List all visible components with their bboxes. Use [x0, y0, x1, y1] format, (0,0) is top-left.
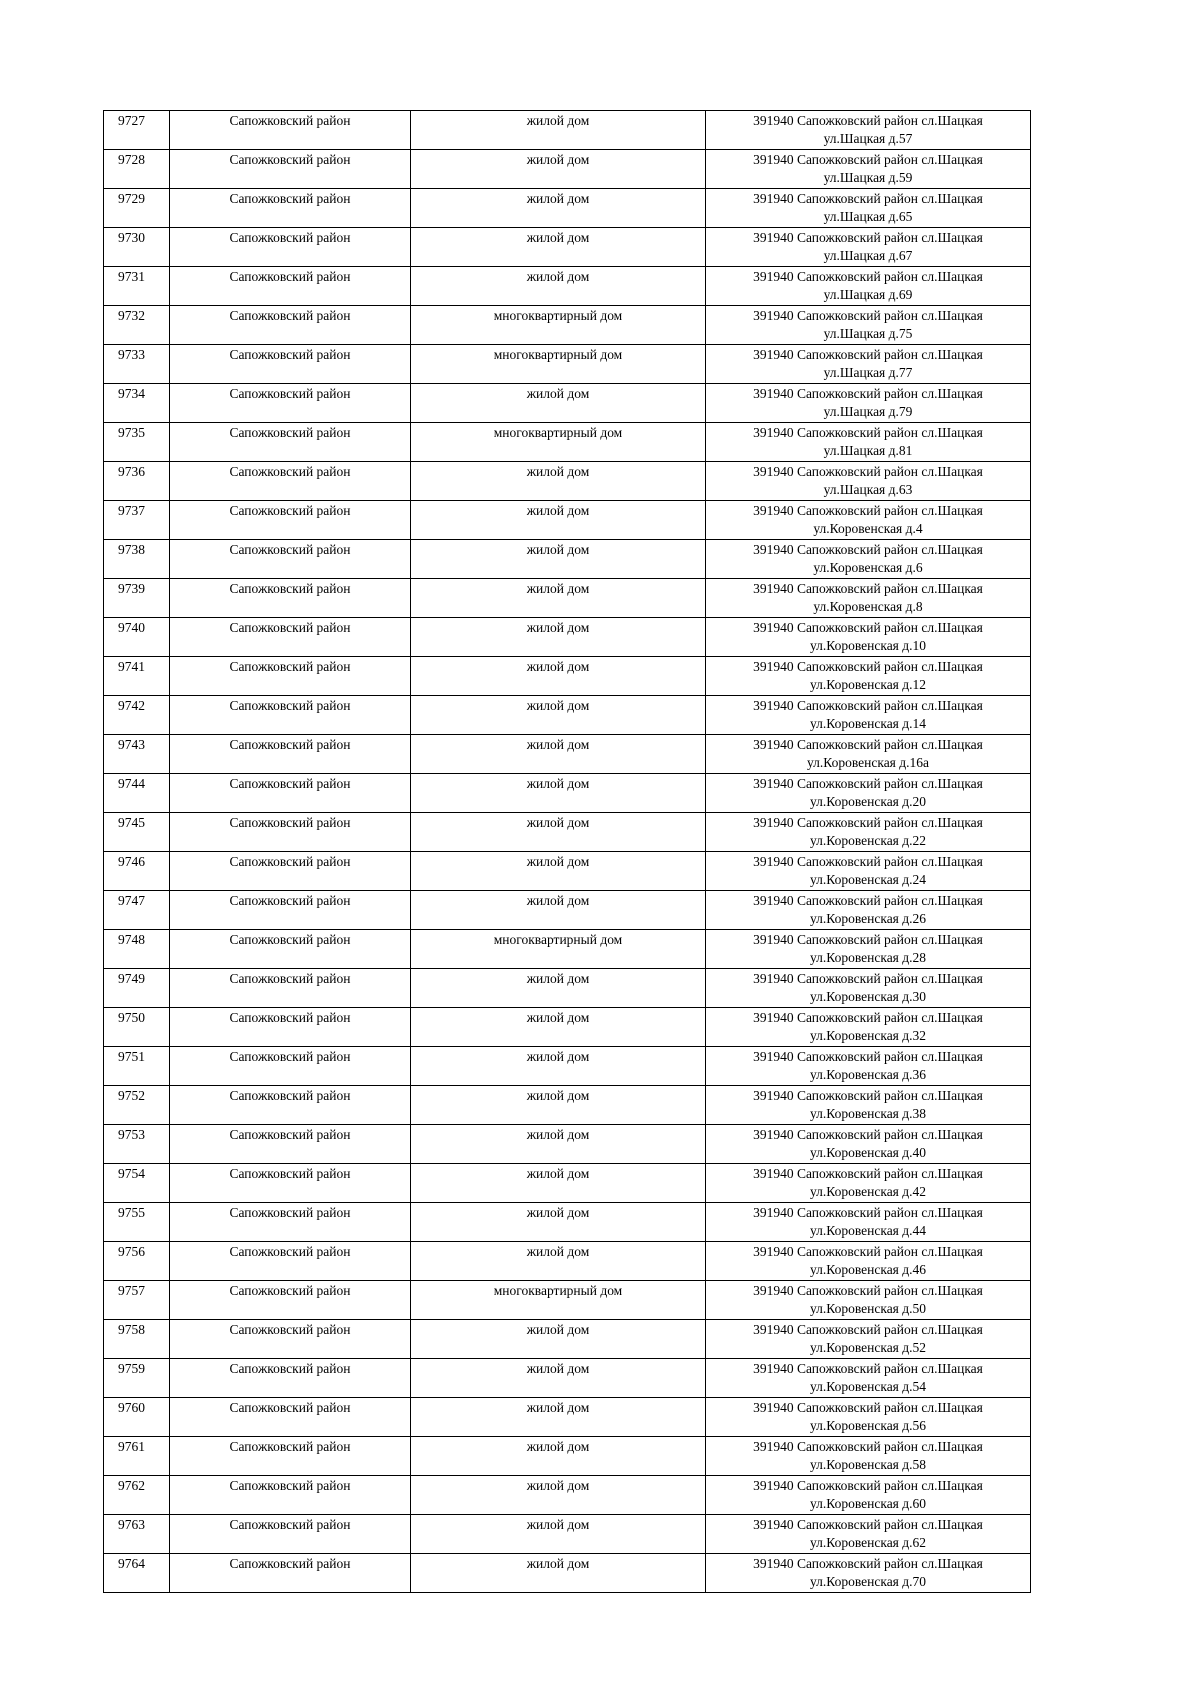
district-cell: Сапожковский район: [170, 735, 411, 774]
address-line-2: ул.Коровенская д.32: [809, 1028, 927, 1043]
address-cell: [706, 1554, 1031, 1593]
district-cell: Сапожковский район: [170, 1125, 411, 1164]
district-cell: Сапожковский район: [170, 150, 411, 189]
address-cell: [706, 111, 1031, 150]
address-cell: [706, 1047, 1031, 1086]
address-line-2: ул.Коровенская д.30: [809, 989, 927, 1004]
building-type-cell: жилой дом: [411, 1476, 706, 1515]
building-type-cell: жилой дом: [411, 462, 706, 501]
row-number-cell: 9764: [104, 1554, 170, 1593]
address-line-2: ул.Коровенская д.56: [809, 1418, 927, 1433]
row-number-cell: 9744: [104, 774, 170, 813]
row-number-cell: 9761: [104, 1437, 170, 1476]
building-type-cell: жилой дом: [411, 1086, 706, 1125]
table-row: [104, 306, 1031, 345]
address-line-1: 391940 Сапожковский район сл.Шацкая: [753, 1010, 983, 1025]
building-type-cell: жилой дом: [411, 501, 706, 540]
row-number-cell: 9741: [104, 657, 170, 696]
table-row: [104, 774, 1031, 813]
table-row: [104, 1320, 1031, 1359]
building-type-cell: жилой дом: [411, 618, 706, 657]
address-line-1: 391940 Сапожковский район сл.Шацкая: [753, 425, 983, 440]
address-line-1: 391940 Сапожковский район сл.Шацкая: [753, 1322, 983, 1337]
address-line-1: 391940 Сапожковский район сл.Шацкая: [753, 1361, 983, 1376]
address-line-1: 391940 Сапожковский район сл.Шацкая: [753, 386, 983, 401]
building-type-cell: жилой дом: [411, 1164, 706, 1203]
row-number-cell: 9750: [104, 1008, 170, 1047]
address-cell: [706, 306, 1031, 345]
address-line-1: 391940 Сапожковский район сл.Шацкая: [753, 581, 983, 596]
row-number-cell: 9746: [104, 852, 170, 891]
district-cell: Сапожковский район: [170, 267, 411, 306]
building-type-cell: жилой дом: [411, 1008, 706, 1047]
address-line-1: 391940 Сапожковский район сл.Шацкая: [753, 1049, 983, 1064]
building-type-cell: жилой дом: [411, 1047, 706, 1086]
row-number-cell: 9747: [104, 891, 170, 930]
table-row: [104, 1125, 1031, 1164]
table-row: [104, 1203, 1031, 1242]
address-line-2: ул.Шацкая д.77: [823, 365, 913, 380]
building-type-cell: жилой дом: [411, 1125, 706, 1164]
address-line-2: ул.Шацкая д.59: [823, 170, 913, 185]
table-row: [104, 540, 1031, 579]
address-line-2: ул.Коровенская д.62: [809, 1535, 927, 1550]
address-line-2: ул.Коровенская д.24: [809, 872, 927, 887]
row-number-cell: 9738: [104, 540, 170, 579]
address-line-1: 391940 Сапожковский район сл.Шацкая: [753, 1400, 983, 1415]
table-row: [104, 618, 1031, 657]
district-cell: Сапожковский район: [170, 1476, 411, 1515]
district-cell: Сапожковский район: [170, 1437, 411, 1476]
address-line-2: ул.Шацкая д.57: [823, 131, 913, 146]
address-line-1: 391940 Сапожковский район сл.Шацкая: [753, 347, 983, 362]
address-line-2: ул.Коровенская д.40: [809, 1145, 927, 1160]
row-number-cell: 9758: [104, 1320, 170, 1359]
row-number-cell: 9753: [104, 1125, 170, 1164]
district-cell: Сапожковский район: [170, 345, 411, 384]
address-cell: [706, 267, 1031, 306]
address-line-2: ул.Шацкая д.75: [823, 326, 913, 341]
address-line-2: ул.Шацкая д.67: [823, 248, 913, 263]
address-line-2: ул.Коровенская д.22: [809, 833, 927, 848]
address-line-2: ул.Коровенская д.20: [809, 794, 927, 809]
district-cell: Сапожковский район: [170, 1047, 411, 1086]
district-cell: Сапожковский район: [170, 1164, 411, 1203]
row-number-cell: 9751: [104, 1047, 170, 1086]
table-row: [104, 1008, 1031, 1047]
district-cell: Сапожковский район: [170, 501, 411, 540]
row-number-cell: 9729: [104, 189, 170, 228]
building-type-cell: жилой дом: [411, 384, 706, 423]
building-type-cell: многоквартирный дом: [411, 306, 706, 345]
address-line-1: 391940 Сапожковский район сл.Шацкая: [753, 152, 983, 167]
address-cell: [706, 345, 1031, 384]
address-line-1: 391940 Сапожковский район сл.Шацкая: [753, 230, 983, 245]
table-row: [104, 1398, 1031, 1437]
address-line-2: ул.Коровенская д.14: [809, 716, 927, 731]
row-number-cell: 9736: [104, 462, 170, 501]
address-line-2: ул.Шацкая д.63: [823, 482, 913, 497]
table-row: [104, 462, 1031, 501]
table-row: [104, 696, 1031, 735]
table-row: [104, 1281, 1031, 1320]
table-row: [104, 930, 1031, 969]
district-cell: Сапожковский район: [170, 384, 411, 423]
row-number-cell: 9754: [104, 1164, 170, 1203]
building-type-cell: жилой дом: [411, 150, 706, 189]
building-type-cell: жилой дом: [411, 1359, 706, 1398]
address-cell: [706, 150, 1031, 189]
building-type-cell: жилой дом: [411, 891, 706, 930]
district-cell: Сапожковский район: [170, 1281, 411, 1320]
address-cell: [706, 1008, 1031, 1047]
address-cell: [706, 618, 1031, 657]
table-row: [104, 1437, 1031, 1476]
address-line-1: 391940 Сапожковский район сл.Шацкая: [753, 1205, 983, 1220]
row-number-cell: 9734: [104, 384, 170, 423]
address-line-1: 391940 Сапожковский район сл.Шацкая: [753, 464, 983, 479]
table-row: [104, 111, 1031, 150]
table-row: [104, 384, 1031, 423]
building-type-cell: жилой дом: [411, 813, 706, 852]
address-line-2: ул.Коровенская д.46: [809, 1262, 927, 1277]
address-line-1: 391940 Сапожковский район сл.Шацкая: [753, 308, 983, 323]
address-line-1: 391940 Сапожковский район сл.Шацкая: [753, 1283, 983, 1298]
address-cell: [706, 1320, 1031, 1359]
address-cell: [706, 1281, 1031, 1320]
row-number-cell: 9748: [104, 930, 170, 969]
address-line-1: 391940 Сапожковский район сл.Шацкая: [753, 893, 983, 908]
row-number-cell: 9756: [104, 1242, 170, 1281]
address-cell: [706, 930, 1031, 969]
address-line-2: ул.Коровенская д.54: [809, 1379, 927, 1394]
district-cell: Сапожковский район: [170, 969, 411, 1008]
address-line-1: 391940 Сапожковский район сл.Шацкая: [753, 698, 983, 713]
building-type-cell: жилой дом: [411, 267, 706, 306]
row-number-cell: 9763: [104, 1515, 170, 1554]
address-cell: [706, 813, 1031, 852]
row-number-cell: 9749: [104, 969, 170, 1008]
address-line-1: 391940 Сапожковский район сл.Шацкая: [753, 113, 983, 128]
row-number-cell: 9743: [104, 735, 170, 774]
table-row: [104, 228, 1031, 267]
district-cell: Сапожковский район: [170, 1554, 411, 1593]
building-type-cell: жилой дом: [411, 1320, 706, 1359]
address-line-2: ул.Шацкая д.79: [823, 404, 913, 419]
district-cell: Сапожковский район: [170, 813, 411, 852]
address-cell: [706, 462, 1031, 501]
district-cell: Сапожковский район: [170, 1398, 411, 1437]
table-row: [104, 1554, 1031, 1593]
address-line-2: ул.Коровенская д.16а: [806, 755, 930, 770]
address-cell: [706, 579, 1031, 618]
building-type-cell: многоквартирный дом: [411, 1281, 706, 1320]
address-cell: [706, 774, 1031, 813]
address-line-2: ул.Коровенская д.52: [809, 1340, 927, 1355]
district-cell: Сапожковский район: [170, 1203, 411, 1242]
row-number-cell: 9757: [104, 1281, 170, 1320]
address-line-2: ул.Шацкая д.65: [823, 209, 913, 224]
district-cell: Сапожковский район: [170, 189, 411, 228]
address-line-2: ул.Шацкая д.69: [823, 287, 913, 302]
district-cell: Сапожковский район: [170, 579, 411, 618]
table-row: [104, 189, 1031, 228]
district-cell: Сапожковский район: [170, 228, 411, 267]
building-type-cell: жилой дом: [411, 969, 706, 1008]
address-line-1: 391940 Сапожковский район сл.Шацкая: [753, 1439, 983, 1454]
table-row: [104, 657, 1031, 696]
address-line-2: ул.Коровенская д.58: [809, 1457, 927, 1472]
district-cell: Сапожковский район: [170, 618, 411, 657]
address-line-2: ул.Коровенская д.44: [809, 1223, 927, 1238]
address-cell: [706, 891, 1031, 930]
building-type-cell: жилой дом: [411, 189, 706, 228]
district-cell: Сапожковский район: [170, 540, 411, 579]
row-number-cell: 9762: [104, 1476, 170, 1515]
address-cell: [706, 189, 1031, 228]
row-number-cell: 9755: [104, 1203, 170, 1242]
address-cell: [706, 540, 1031, 579]
address-line-1: 391940 Сапожковский район сл.Шацкая: [753, 776, 983, 791]
building-type-cell: жилой дом: [411, 1398, 706, 1437]
address-cell: [706, 384, 1031, 423]
table-row: [104, 1164, 1031, 1203]
address-line-1: 391940 Сапожковский район сл.Шацкая: [753, 932, 983, 947]
row-number-cell: 9759: [104, 1359, 170, 1398]
row-number-cell: 9733: [104, 345, 170, 384]
address-line-1: 391940 Сапожковский район сл.Шацкая: [753, 737, 983, 752]
address-cell: [706, 969, 1031, 1008]
row-number-cell: 9745: [104, 813, 170, 852]
building-type-cell: многоквартирный дом: [411, 345, 706, 384]
address-line-2: ул.Коровенская д.28: [809, 950, 927, 965]
building-type-cell: жилой дом: [411, 228, 706, 267]
table-row: [104, 891, 1031, 930]
address-cell: [706, 1359, 1031, 1398]
row-number-cell: 9731: [104, 267, 170, 306]
building-type-cell: жилой дом: [411, 1203, 706, 1242]
address-line-1: 391940 Сапожковский район сл.Шацкая: [753, 1556, 983, 1571]
address-line-2: ул.Коровенская д.12: [809, 677, 927, 692]
row-number-cell: 9742: [104, 696, 170, 735]
row-number-cell: 9727: [104, 111, 170, 150]
row-number-cell: 9728: [104, 150, 170, 189]
address-cell: [706, 852, 1031, 891]
address-line-2: ул.Коровенская д.8: [813, 599, 923, 614]
address-line-1: 391940 Сапожковский район сл.Шацкая: [753, 1478, 983, 1493]
address-line-1: 391940 Сапожковский район сл.Шацкая: [753, 815, 983, 830]
address-line-1: 391940 Сапожковский район сл.Шацкая: [753, 1517, 983, 1532]
district-cell: Сапожковский район: [170, 696, 411, 735]
address-line-2: ул.Коровенская д.10: [809, 638, 927, 653]
address-cell: [706, 1164, 1031, 1203]
table-row: [104, 501, 1031, 540]
address-line-2: ул.Коровенская д.60: [809, 1496, 927, 1511]
address-cell: [706, 1086, 1031, 1125]
table-row: [104, 735, 1031, 774]
address-line-2: ул.Коровенская д.26: [809, 911, 927, 926]
table-row: [104, 852, 1031, 891]
table-row: [104, 1047, 1031, 1086]
table-row: [104, 969, 1031, 1008]
district-cell: Сапожковский район: [170, 1242, 411, 1281]
row-number-cell: 9740: [104, 618, 170, 657]
address-cell: [706, 735, 1031, 774]
building-type-cell: жилой дом: [411, 540, 706, 579]
address-line-2: ул.Коровенская д.38: [809, 1106, 927, 1121]
district-cell: Сапожковский район: [170, 1008, 411, 1047]
building-type-cell: жилой дом: [411, 696, 706, 735]
building-type-cell: жилой дом: [411, 774, 706, 813]
building-type-cell: жилой дом: [411, 852, 706, 891]
district-cell: Сапожковский район: [170, 306, 411, 345]
row-number-cell: 9735: [104, 423, 170, 462]
building-type-cell: жилой дом: [411, 657, 706, 696]
housing-registry-table: [103, 110, 1031, 1593]
address-line-1: 391940 Сапожковский район сл.Шацкая: [753, 1127, 983, 1142]
district-cell: Сапожковский район: [170, 111, 411, 150]
address-line-1: 391940 Сапожковский район сл.Шацкая: [753, 620, 983, 635]
row-number-cell: 9730: [104, 228, 170, 267]
address-cell: [706, 1437, 1031, 1476]
building-type-cell: многоквартирный дом: [411, 423, 706, 462]
district-cell: Сапожковский район: [170, 423, 411, 462]
address-cell: [706, 1398, 1031, 1437]
address-cell: [706, 1242, 1031, 1281]
address-cell: [706, 696, 1031, 735]
address-line-1: 391940 Сапожковский район сл.Шацкая: [753, 269, 983, 284]
district-cell: Сапожковский район: [170, 852, 411, 891]
address-cell: [706, 423, 1031, 462]
building-type-cell: жилой дом: [411, 1242, 706, 1281]
table-row: [104, 150, 1031, 189]
district-cell: Сапожковский район: [170, 891, 411, 930]
address-cell: [706, 657, 1031, 696]
registry-table-body: [104, 111, 1031, 1593]
building-type-cell: жилой дом: [411, 735, 706, 774]
address-line-1: 391940 Сапожковский район сл.Шацкая: [753, 191, 983, 206]
address-line-2: ул.Коровенская д.36: [809, 1067, 927, 1082]
address-line-2: ул.Коровенская д.50: [809, 1301, 927, 1316]
district-cell: Сапожковский район: [170, 462, 411, 501]
address-line-2: ул.Коровенская д.4: [813, 521, 923, 536]
district-cell: Сапожковский район: [170, 1515, 411, 1554]
table-row: [104, 345, 1031, 384]
district-cell: Сапожковский район: [170, 1359, 411, 1398]
table-row: [104, 1359, 1031, 1398]
address-cell: [706, 1125, 1031, 1164]
address-line-2: ул.Коровенская д.42: [809, 1184, 927, 1199]
address-cell: [706, 501, 1031, 540]
table-row: [104, 423, 1031, 462]
address-line-1: 391940 Сапожковский район сл.Шацкая: [753, 1166, 983, 1181]
row-number-cell: 9739: [104, 579, 170, 618]
address-line-1: 391940 Сапожковский район сл.Шацкая: [753, 542, 983, 557]
building-type-cell: жилой дом: [411, 579, 706, 618]
building-type-cell: жилой дом: [411, 111, 706, 150]
table-row: [104, 1086, 1031, 1125]
building-type-cell: жилой дом: [411, 1515, 706, 1554]
table-row: [104, 1515, 1031, 1554]
district-cell: Сапожковский район: [170, 1320, 411, 1359]
row-number-cell: 9737: [104, 501, 170, 540]
building-type-cell: многоквартирный дом: [411, 930, 706, 969]
address-line-1: 391940 Сапожковский район сл.Шацкая: [753, 1244, 983, 1259]
district-cell: Сапожковский район: [170, 657, 411, 696]
building-type-cell: жилой дом: [411, 1437, 706, 1476]
district-cell: Сапожковский район: [170, 774, 411, 813]
building-type-cell: жилой дом: [411, 1554, 706, 1593]
row-number-cell: 9760: [104, 1398, 170, 1437]
table-row: [104, 1242, 1031, 1281]
address-line-1: 391940 Сапожковский район сл.Шацкая: [753, 659, 983, 674]
address-line-1: 391940 Сапожковский район сл.Шацкая: [753, 854, 983, 869]
row-number-cell: 9732: [104, 306, 170, 345]
address-cell: [706, 1203, 1031, 1242]
address-cell: [706, 228, 1031, 267]
table-row: [104, 267, 1031, 306]
address-line-1: 391940 Сапожковский район сл.Шацкая: [753, 1088, 983, 1103]
address-cell: [706, 1476, 1031, 1515]
address-line-2: ул.Коровенская д.70: [809, 1574, 927, 1589]
address-cell: [706, 1515, 1031, 1554]
table-row: [104, 1476, 1031, 1515]
table-row: [104, 813, 1031, 852]
district-cell: Сапожковский район: [170, 930, 411, 969]
address-line-2: ул.Коровенская д.6: [813, 560, 923, 575]
table-row: [104, 579, 1031, 618]
row-number-cell: 9752: [104, 1086, 170, 1125]
address-line-2: ул.Шацкая д.81: [823, 443, 913, 458]
district-cell: Сапожковский район: [170, 1086, 411, 1125]
address-line-1: 391940 Сапожковский район сл.Шацкая: [753, 503, 983, 518]
address-line-1: 391940 Сапожковский район сл.Шацкая: [753, 971, 983, 986]
